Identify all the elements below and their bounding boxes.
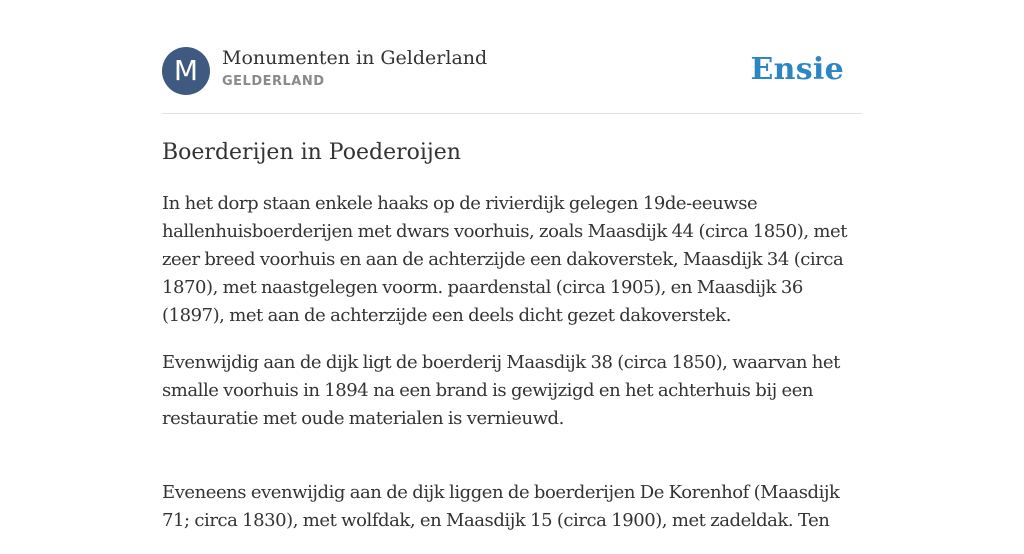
site-subtitle[interactable]: GELDERLAND	[222, 74, 325, 89]
brand-logo[interactable]: Ensie	[750, 52, 844, 87]
article-paragraph-2: Evenwijdig aan de dijk ligt de boerderij Maasdijk 38 (circa 1850), waarvan het smalle voorhuis in 1894 na een brand is gewijzigd en het achterhuis bij een restauratie met oude materialen is vernieuwd.	[162, 352, 840, 429]
article-title: Boerderijen in Poederoijen	[162, 140, 461, 165]
article	[162, 114, 862, 535]
site-title[interactable]: Monumenten in Gelderland	[222, 47, 488, 69]
page-header	[162, 0, 862, 114]
article-paragraph-3: Eveneens evenwijdig aan de dijk liggen de boerderijen De Korenhof (Maasdijk 71; circa 1830), met wolfdak, en Maasdijk 15 (circa 1900), met zadeldak. Ten	[162, 482, 840, 531]
paragraph-spacer	[162, 452, 862, 479]
avatar[interactable]: M	[162, 47, 210, 95]
page-container	[162, 0, 862, 554]
site-title-group	[222, 45, 487, 89]
article-paragraph-1: In het dorp staan enkele haaks op de rivierdijk gelegen 19de-eeuwse hallenhuisboerderijen met dwars voorhuis, zoals Maasdijk 44 (circa 1850), met zeer breed voorhuis en aan de achterzijde een dakoverstek, Maasdijk 34 (circa 1870), met naastgelegen voorm. paardenstal (circa 1905), en Maasdijk 36 (1897), met aan de achterzijde een deels dicht gezet dakoverstek.	[162, 193, 848, 326]
